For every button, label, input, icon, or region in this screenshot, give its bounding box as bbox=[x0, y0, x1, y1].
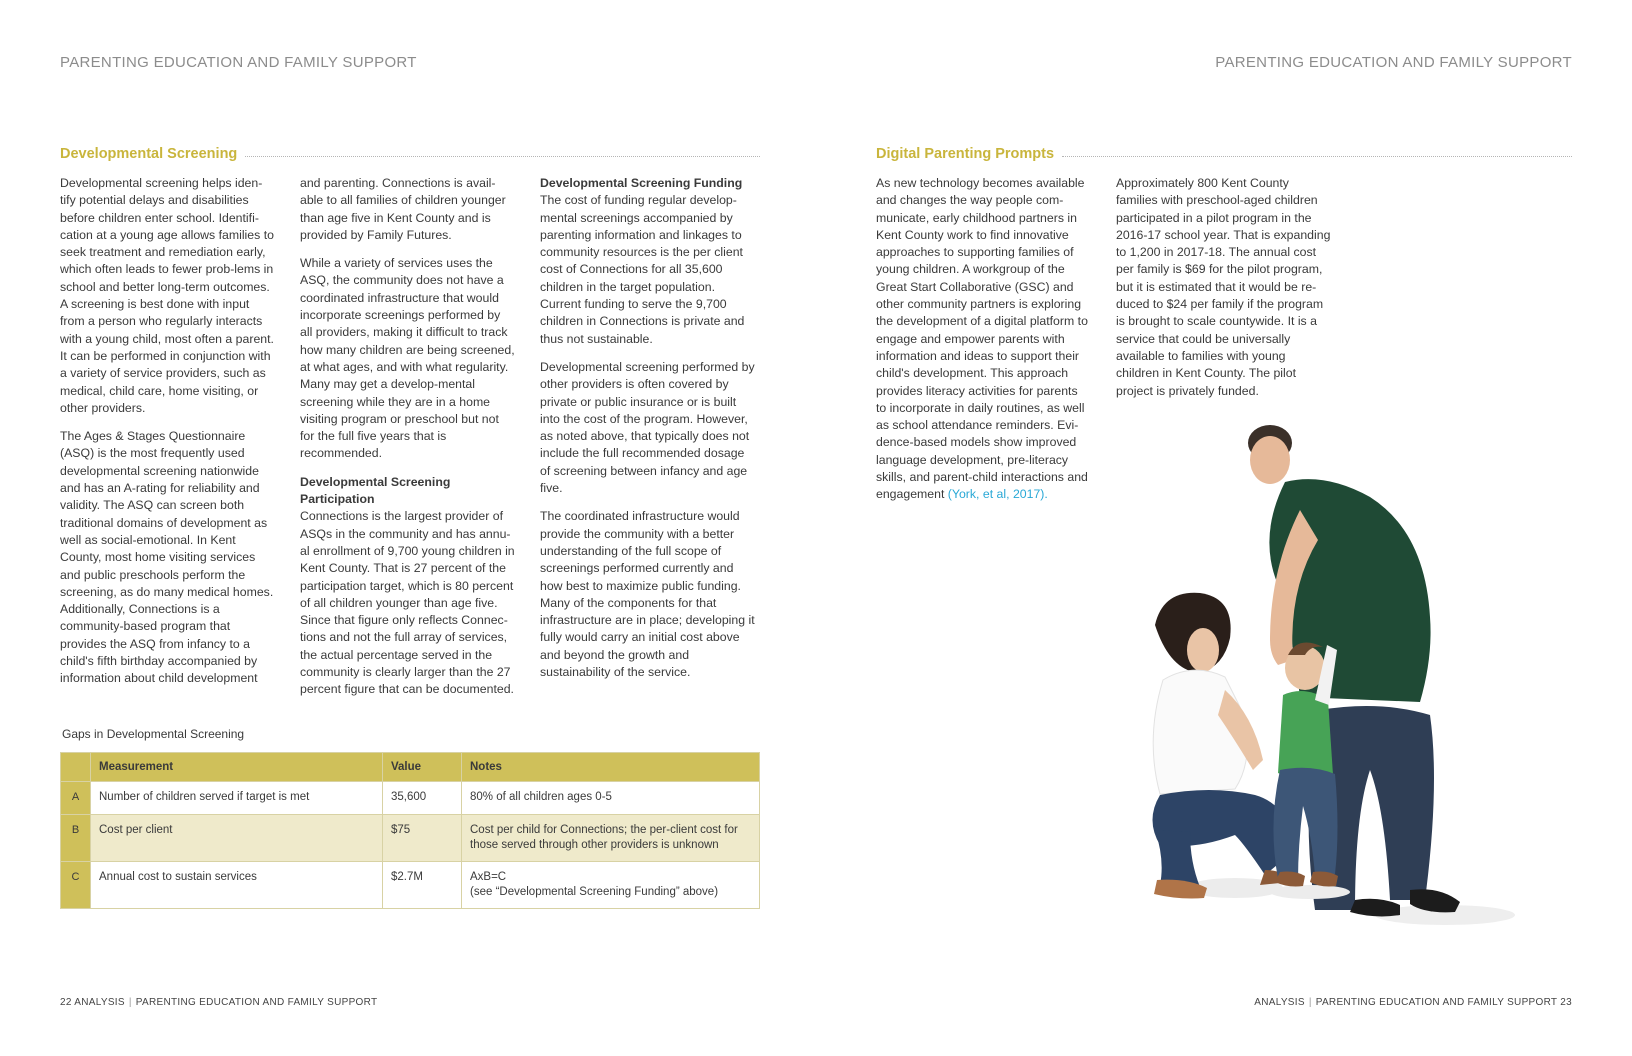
cell-notes: Cost per child for Connections; the per-client cost for those served through other providers is unknown bbox=[462, 815, 760, 862]
header-value: Value bbox=[383, 753, 462, 782]
notes-line-2: (see “Developmental Screening Funding” above) bbox=[470, 886, 719, 898]
paragraph: Approximately 800 Kent County families with preschool-aged children participated in a pilot program in the 2016-17 school year. That is expanding to 1,200 in 2017-18. The annual cost per family is $69 for the pilot program, but it is estimated that it would be re-duced to $24 per family if the program is brought to scale countywide. It is a service that could be universally available to families with young children in Kent County. The pilot project is privately funded. bbox=[1116, 176, 1331, 398]
cell-value: $75 bbox=[383, 815, 462, 862]
footer-separator: | bbox=[128, 997, 132, 1008]
footer-left bbox=[60, 997, 377, 1008]
section-heading-digital-parenting bbox=[876, 144, 1572, 164]
paragraph: While a variety of services uses the ASQ, the community does not have a coordinated infrastructure that would incorporate screenings performed by all providers, making it difficult to track how many children are being screened, at what ages, and with what regularity. Many may get a develop-mental screening while they are in a home visiting program or preschool but not for the full five years that is recommended. bbox=[300, 256, 515, 461]
cell-value: $2.7M bbox=[383, 862, 462, 909]
footer-title: PARENTING EDUCATION AND FAMILY SUPPORT bbox=[135, 997, 378, 1008]
paragraph: The cost of funding regular develop-mental screenings accompanied by parenting information and linkages to community resources is the per client cost of Connections for all 35,600 children in the target population. Current funding to serve the 9,700 children in Connections is private and thus not sustainable. bbox=[540, 193, 745, 346]
running-head-right: PARENTING EDUCATION AND FAMILY SUPPORT bbox=[1215, 54, 1572, 71]
table-row bbox=[61, 782, 760, 815]
section-title: Digital Parenting Prompts bbox=[876, 146, 1055, 162]
paragraph bbox=[876, 175, 1091, 504]
text-column-2 bbox=[300, 175, 515, 710]
row-letter: B bbox=[61, 815, 91, 862]
footer-section: ANALYSIS bbox=[1254, 997, 1305, 1008]
paragraph: Developmental screening performed by other providers is often covered by private or public insurance or is built into the cost of the program. However, as noted above, that typically does not include the full recommended dosage of screening between infancy and age five. bbox=[540, 359, 755, 496]
page-number: 23 bbox=[1560, 997, 1572, 1008]
section-heading-developmental-screening bbox=[60, 144, 760, 164]
table-row bbox=[61, 862, 760, 909]
cell-measurement: Number of children served if target is met bbox=[91, 782, 383, 815]
row-letter: A bbox=[61, 782, 91, 815]
footer-right bbox=[1254, 997, 1572, 1008]
paragraph: and parenting. Connections is avail-able to all families of children younger than age five in Kent County and is provided by Family Futures. bbox=[300, 176, 506, 242]
paragraph: Connections is the largest provider of ASQs in the community and has annu-al enrollment of 9,700 young children in Kent County. That is 27 percent of the participation target, which is 80 percent of all children younger than age five. Since that figure only reflects Connec-tions and not the full array of services, the actual percentage served in the community is clearly larger than the 27 percent figure that can be documented. bbox=[300, 509, 515, 697]
dotted-rule bbox=[1062, 156, 1572, 157]
row-letter: C bbox=[61, 862, 91, 909]
cell-notes bbox=[462, 862, 760, 909]
header-measurement: Measurement bbox=[91, 753, 383, 782]
text-column-3 bbox=[540, 175, 755, 692]
dotted-rule bbox=[245, 156, 760, 157]
paragraph: Developmental screening helps iden-tify potential delays and disabilities before children enter school. Identifi-cation at a young age allows families to seek treatment and remediation early, which often leads to fewer prob-lems in school and better long-term outcomes. A screening is best done with input from a person who regularly interacts with a young child, most often a parent. It can be performed in conjunction with a variety of service providers, such as medical, child care, home visiting, or other providers. bbox=[60, 176, 274, 415]
cell-notes: 80% of all children ages 0-5 bbox=[462, 782, 760, 815]
gaps-table bbox=[60, 752, 760, 909]
footer-title: PARENTING EDUCATION AND FAMILY SUPPORT bbox=[1315, 997, 1558, 1008]
text-column-1 bbox=[60, 175, 275, 699]
table-header-row bbox=[61, 753, 760, 782]
cell-measurement: Annual cost to sustain services bbox=[91, 862, 383, 909]
text-column-digital-2 bbox=[1116, 175, 1331, 411]
running-head-left: PARENTING EDUCATION AND FAMILY SUPPORT bbox=[60, 54, 417, 71]
footer-separator: | bbox=[1308, 997, 1312, 1008]
paragraph: The coordinated infrastructure would provide the community with a better understanding of the full scope of screenings performed currently and how best to maximize public funding. Many of the components for that infrastructure are in place; developing it fully would carry an initial cost above and beyond the growth and sustainability of the service. bbox=[540, 509, 755, 680]
section-title: Developmental Screening bbox=[60, 146, 238, 162]
cell-measurement: Cost per client bbox=[91, 815, 383, 862]
subheading-funding: Developmental Screening Funding bbox=[540, 176, 743, 190]
footer-section: ANALYSIS bbox=[74, 997, 125, 1008]
paragraph-text: As new technology becomes available and changes the way people com-municate, early childhood partners in Kent County work to find innovative approaches to supporting families of young children. A workgroup of the Great Start Collaborative (GSC) and other community partners is exploring the development of a digital platform to engage and empower parents with information and ideas to support their child's development. This approach provides literacy activities for parents to incorporate in daily routines, as well as school attendance reminders. Evi-dence-based models show improved language development, pre-literacy skills, and parent-child interactions and engagement bbox=[876, 176, 1088, 502]
notes-line-1: AxB=C bbox=[470, 871, 507, 883]
paragraph: The Ages & Stages Questionnaire (ASQ) is the most frequently used developmental screening nationwide and has an A-rating for reliability and validity. The ASQ can screen both traditional domains of development as well as social-emotional. In Kent County, most home visiting services and public preschools perform the screening, as do many medical homes. Additionally, Connections is a community-based program that provides the ASQ from infancy to a child's fifth birthday accompanied by information about child development bbox=[60, 429, 274, 686]
header-letter-cell bbox=[61, 753, 91, 782]
page-number: 22 bbox=[60, 997, 72, 1008]
citation-link[interactable]: (York, et al, 2017). bbox=[947, 487, 1048, 502]
text-column-digital-1 bbox=[876, 175, 1091, 515]
subheading-participation: Developmental Screening Participation bbox=[300, 474, 451, 507]
table-row bbox=[61, 815, 760, 862]
table-caption: Gaps in Developmental Screening bbox=[62, 727, 245, 741]
family-photo bbox=[1085, 410, 1555, 950]
cell-value: 35,600 bbox=[383, 782, 462, 815]
header-notes: Notes bbox=[462, 753, 760, 782]
